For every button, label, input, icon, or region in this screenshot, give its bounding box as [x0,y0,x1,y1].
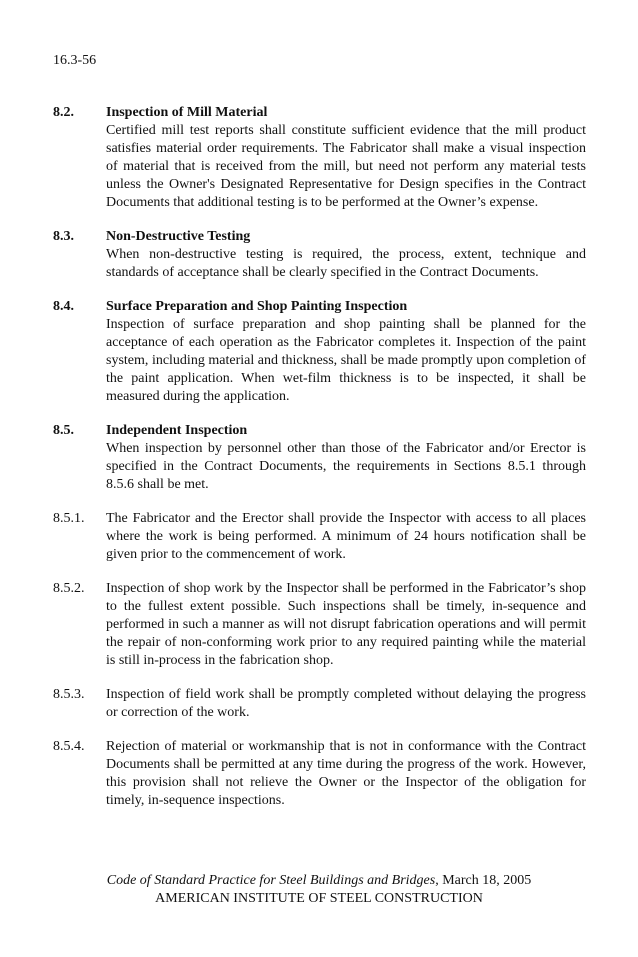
section-body [106,298,586,406]
page-number: 16.3-56 [53,53,97,68]
section-title: Surface Preparation and Shop Painting Inspection [106,299,408,314]
section-8-5 [53,422,586,494]
section-text: Certified mill test reports shall constitute sufficient evidence that the mill product satisfies material order requirements. The Fabricator shall make a visual inspection of material that is received from the mill, but need not perform any material tests unless the Owner's Designated Representative for Design specifies in the Contract Documents that additional testing is to be performed at the Owner’s expense. [106,123,586,210]
subsection-8-5-4 [53,738,586,810]
section-body [106,422,586,494]
footer-title: Code of Standard Practice for Steel Buildings and Bridges [106,873,436,888]
subsection-8-5-2 [53,580,586,670]
subsection-text: Rejection of material or workmanship that is not in conformance with the Contract Documents shall be permitted at any time during the progress of the work. However, this provision shall not relieve the Owner or the Inspector of the obligation for timely, in-sequence inspections. [106,739,586,808]
section-body [106,228,586,282]
footer-date: , March 18, 2005 [435,873,532,888]
section-8-3 [53,228,586,282]
section-8-2 [53,104,586,212]
section-title: Non-Destructive Testing [106,229,251,244]
subsection-text: Inspection of shop work by the Inspector shall be performed in the Fabricator’s shop to the fullest extent possible. Such inspections shall be timely, in-sequence and performed in such a manner as will not disrupt fabrication operations and will permit the repair of non-conforming work prior to any required painting while the material is still in-process in the fabrication shop. [106,581,586,668]
footer-citation [0,872,638,890]
subsection-number: 8.5.1. [53,511,85,526]
subsection-8-5-3 [53,686,586,722]
section-number: 8.4. [53,299,74,314]
footer-publisher: AMERICAN INSTITUTE OF STEEL CONSTRUCTION [155,891,483,906]
subsection-number: 8.5.4. [53,739,85,754]
subsection-number: 8.5.3. [53,687,85,702]
section-title: Inspection of Mill Material [106,105,268,120]
subsection-8-5-1 [53,510,586,564]
document-body [53,104,586,826]
page-footer [0,872,638,908]
subsection-text: The Fabricator and the Erector shall provide the Inspector with access to all places where the work is being performed. A minimum of 24 hours notification shall be given prior to the commencement of work. [106,511,586,562]
subsection-number: 8.5.2. [53,581,85,596]
section-text: Inspection of surface preparation and shop painting shall be planned for the acceptance of each operation as the Fabricator completes it. Inspection of the paint system, including material and thickness, shall be made promptly upon completion of the paint application. When wet-film thickness is to be inspected, it shall be measured during the application. [106,317,586,404]
section-title: Independent Inspection [106,423,248,438]
section-number: 8.3. [53,229,74,244]
subsection-text: Inspection of field work shall be promptly completed without delaying the progress or correction of the work. [106,687,586,720]
section-8-4 [53,298,586,406]
section-body [106,104,586,212]
section-text: When non-destructive testing is required, the process, extent, technique and standards of acceptance shall be clearly specified in the Contract Documents. [106,247,586,280]
section-text: When inspection by personnel other than those of the Fabricator and/or Erector is specified in the Contract Documents, the requirements in Sections 8.5.1 through 8.5.6 shall be met. [106,441,586,492]
section-number: 8.2. [53,105,74,120]
section-number: 8.5. [53,423,74,438]
